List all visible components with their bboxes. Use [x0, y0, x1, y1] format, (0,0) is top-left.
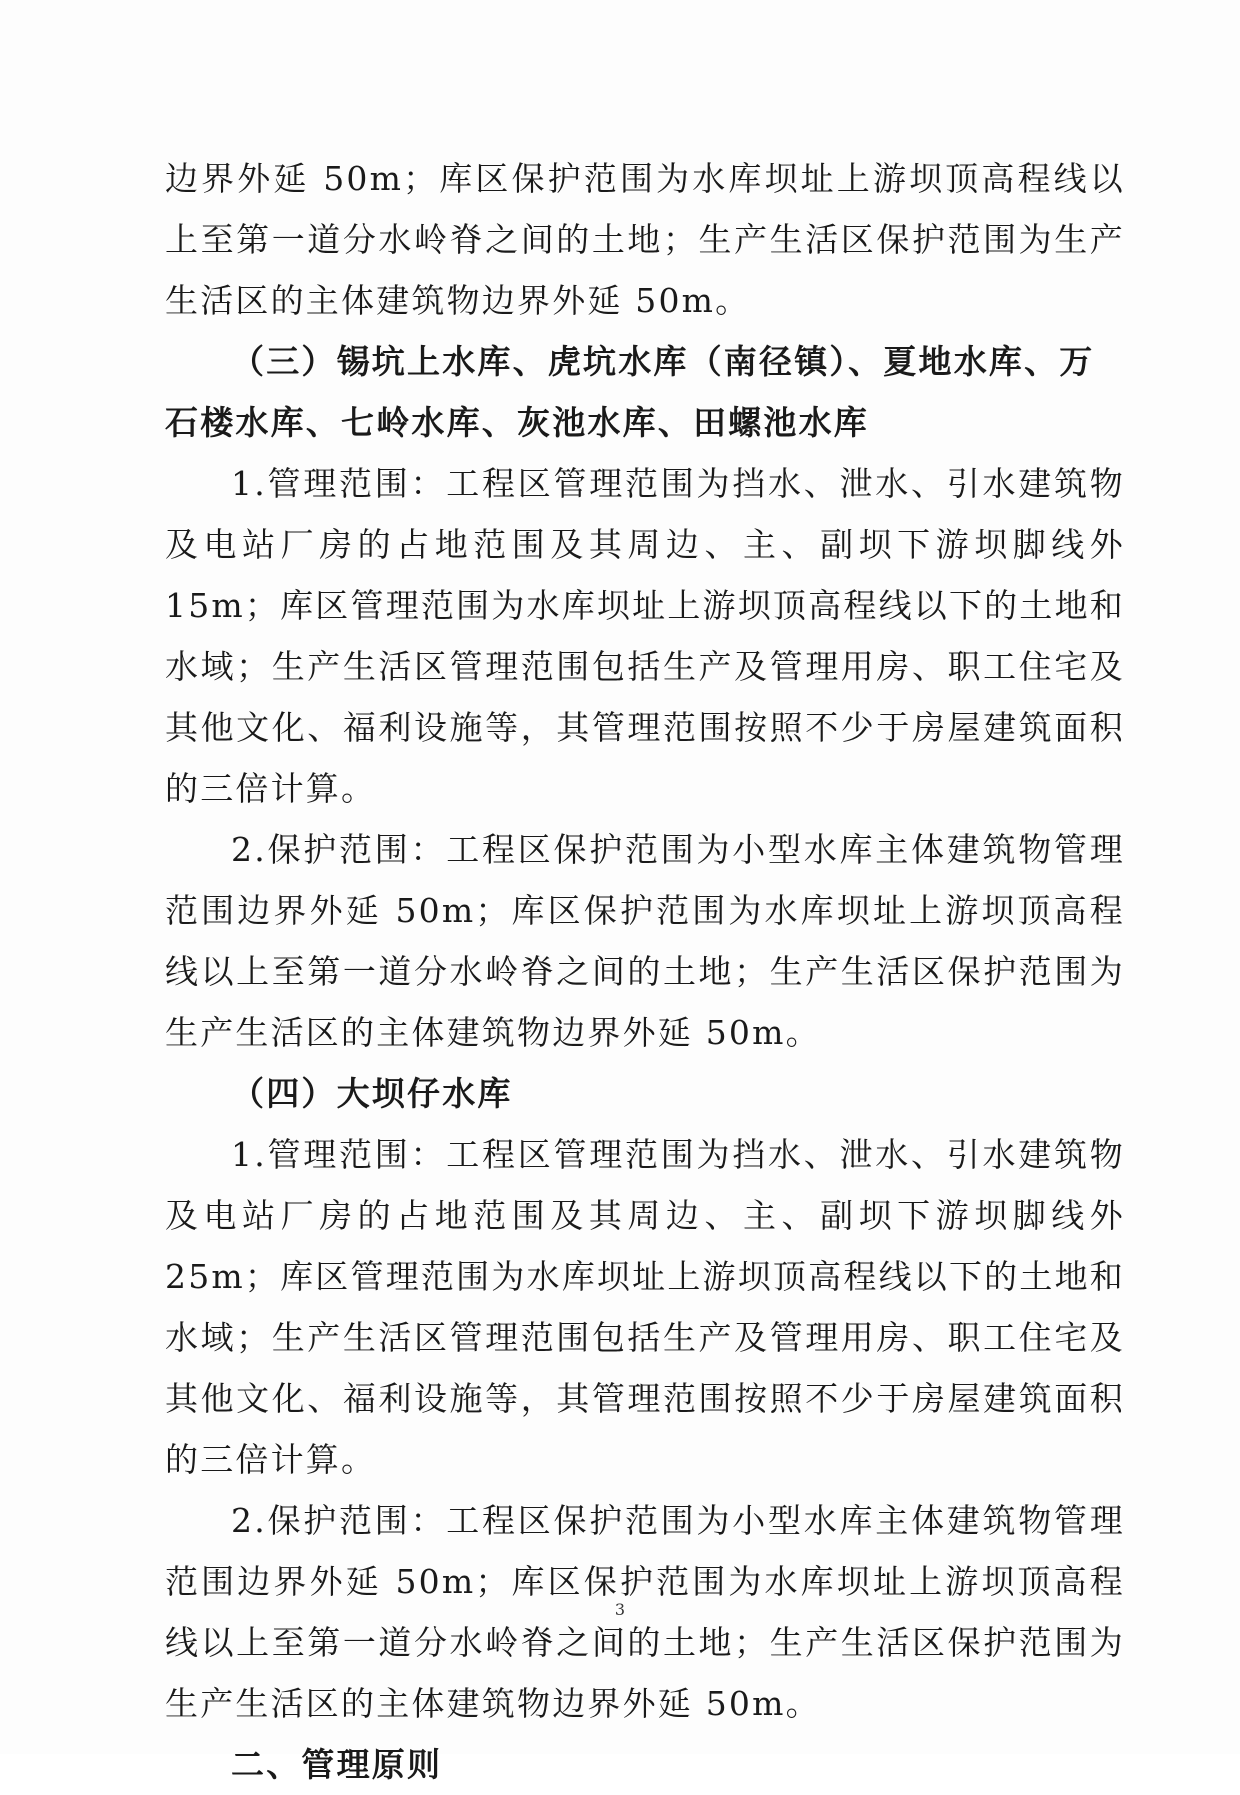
paragraph-protection-scope-dabazai: 2.保护范围：工程区保护范围为小型水库主体建筑物管理范围边界外延 50m；库区保护范围为水库坝址上游坝顶高程线以上至第一道分水岭脊之间的土地；生产生活区保护范围为生产生活区的主体建筑物边界外延 50m。 [165, 1501, 1125, 1723]
section-heading-four: （四）大坝仔水库 [231, 1074, 513, 1113]
paragraph-management-scope: 1.管理范围：工程区管理范围为挡水、泄水、引水建筑物及电站厂房的占地范围及其周边、主、副坝下游坝脚线外 15m；库区管理范围为水库坝址上游坝顶高程线以下的土地和水域；生产生活区管理范围包括生产及管理用房、职工住宅及其他文化、福利设施等，其管理范围按照不少于房屋建筑面积的三倍计算。 [165, 464, 1125, 808]
page-number: 3 [614, 1600, 626, 1619]
paragraph-management-scope-dabazai: 1.管理范围：工程区管理范围为挡水、泄水、引水建筑物及电站厂房的占地范围及其周边、主、副坝下游坝脚线外 25m；库区管理范围为水库坝址上游坝顶高程线以下的土地和水域；生产生活区管理范围包括生产及管理用房、职工住宅及其他文化、福利设施等，其管理范围按照不少于房屋建筑面积的三倍计算。 [165, 1135, 1125, 1479]
document-body [165, 148, 1125, 1795]
chapter-heading-management-principles: 二、管理原则 [231, 1745, 443, 1784]
section-heading-three: （三）锡坑上水库、虎坑水库（南径镇）、夏地水库、万石楼水库、七岭水库、灰池水库、田螺池水库 [165, 342, 1095, 442]
paragraph-protection-scope-continued: 边界外延 50m；库区保护范围为水库坝址上游坝顶高程线以上至第一道分水岭脊之间的土地；生产生活区保护范围为生产生活区的主体建筑物边界外延 50m。 [165, 159, 1125, 320]
paragraph-protection-scope: 2.保护范围：工程区保护范围为小型水库主体建筑物管理范围边界外延 50m；库区保护范围为水库坝址上游坝顶高程线以上至第一道分水岭脊之间的土地；生产生活区保护范围为生产生活区的主体建筑物边界外延 50m。 [165, 830, 1125, 1052]
